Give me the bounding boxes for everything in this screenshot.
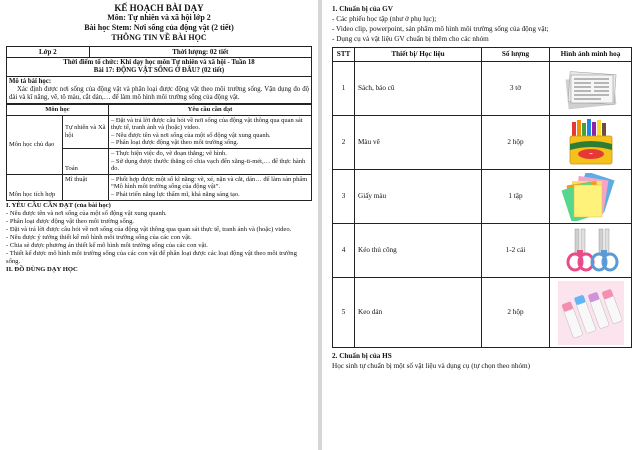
main-subject-cell: Môn học chủ đạo <box>7 115 63 174</box>
time-line: Thời điểm tổ chức: Khi dạy học môn Tự nhiên và xã hội - Tuần 18 <box>63 59 255 66</box>
req-line: – Phối hợp được một số kĩ năng: vẽ, xé, nặn và cắt, dán… để làm sản phẩm “Mô hình môi trường sống của động vật”. <box>110 175 308 191</box>
glue-image <box>550 278 632 348</box>
table-row <box>333 62 632 116</box>
req-line: – Phân loại được động vật theo môi trường sống. <box>110 139 239 147</box>
teacher-prep <box>332 4 632 44</box>
row-item: Màu vẽ <box>355 116 482 170</box>
gv-item: - Dụng cụ và vật liệu GV chuẩn bị thêm cho các nhóm <box>332 35 489 43</box>
lesson17-line: Bài 17: ĐỘNG VẬT SỐNG Ở ĐÂU? (02 tiết) <box>93 67 225 74</box>
req-line: – Nêu được tên và nơi sống của một số động vật xung quanh. <box>110 131 271 139</box>
info-table <box>6 58 312 104</box>
req-line: – Sử dụng được thước thẳng có chia vạch đến xăng-ti-mét,… để thực hành đo. <box>110 157 306 173</box>
objective-item: - Thiết kế được mô hình môi trường sống của các con vật để phân loại được các loại động vật theo môi trường sống. <box>6 250 297 266</box>
row-qty: 3 tờ <box>482 62 550 116</box>
row-stt: 2 <box>333 116 355 170</box>
class-table <box>6 46 312 58</box>
requirements-table <box>6 104 312 201</box>
row-stt: 5 <box>333 278 355 348</box>
req-line: – Đặt và trả lời được câu hỏi về nơi sống của động vật thông qua quan sát thực tế, tranh ảnh và (hoặc) video. <box>110 116 303 132</box>
desc-title: Mô tả bài học: <box>9 78 52 85</box>
objective-item: - Đặt và trả lời được câu hỏi về nơi sống của động vật thông qua quan sát thực tế, tranh ảnh và (hoặc) video. <box>6 225 292 233</box>
objective-item: - Phân loại được động vật theo môi trường sống. <box>6 217 135 225</box>
gv-item: - Video clip, powerpoint, sản phẩm mô hình môi trường sống của động vật; <box>332 25 549 33</box>
duration-cell: Thời lượng: 02 tiết <box>89 47 311 58</box>
lesson-line: Bài học Stem: Nơi sống của động vật (2 tiết) <box>84 23 234 32</box>
table-row <box>333 224 632 278</box>
section2-title: II. ĐỒ DÙNG DẠY HỌC <box>6 266 78 274</box>
row-qty: 2 hộp <box>482 278 550 348</box>
tnxh-requirements <box>108 115 311 148</box>
row-qty: 1-2 cái <box>482 224 550 278</box>
color-paper-image <box>550 170 632 224</box>
row-qty: 2 hộp <box>482 116 550 170</box>
row-stt: 1 <box>333 62 355 116</box>
table-row <box>333 278 632 348</box>
objective-item: - Chia sẻ được phương án thiết kế mô hình môi trường sống của các con vật. <box>6 242 208 249</box>
table-row <box>333 116 632 170</box>
document-header <box>6 3 312 43</box>
info-heading: THÔNG TIN VỀ BÀI HỌC <box>111 33 207 42</box>
hs-title: 2. Chuẩn bị của HS <box>332 352 392 360</box>
header-stt: STT <box>333 48 355 62</box>
student-prep <box>332 351 632 371</box>
section1-title: I. YÊU CẦU CẦN ĐẠT (của bài học) <box>6 201 111 209</box>
class-cell: Lớp 2 <box>7 47 90 58</box>
row-qty: 1 tập <box>482 170 550 224</box>
col-requirement-header: Yêu cầu cần đạt <box>108 105 311 116</box>
art-requirements <box>108 174 311 200</box>
row-item: Sách, báo cũ <box>355 62 482 116</box>
integrated-subject-cell: Môn học tích hợp <box>7 174 63 200</box>
math-requirements <box>108 148 311 174</box>
table-row <box>333 170 632 224</box>
art-cell: Mĩ thuật <box>63 174 109 200</box>
row-item: Kéo thủ công <box>355 224 482 278</box>
objective-item: - Nêu được ý tưởng thiết kế mô hình môi trường sống của các con vật. <box>6 233 192 241</box>
math-cell: Toán <box>63 148 109 174</box>
svg-text:~: ~ <box>588 151 593 158</box>
doc-title: KẾ HOẠCH BÀI DẠY <box>114 3 204 13</box>
crayons-image <box>550 116 632 170</box>
row-item: Keo dán <box>355 278 482 348</box>
req-line: – Phát triển năng lực thẩm mĩ, khả năng sáng tạo. <box>110 190 240 198</box>
scissors-image <box>550 224 632 278</box>
header-item: Thiết bị/ Học liệu <box>355 48 482 62</box>
newspaper-image <box>550 62 632 116</box>
req-line: – Thực hiện việc đo, vẽ đoạn thẳng; vẽ hình. <box>110 149 227 157</box>
row-stt: 4 <box>333 224 355 278</box>
col-subject-header: Môn học <box>7 105 109 116</box>
header-qty: Số lượng <box>482 48 550 62</box>
objective-item: - Nêu được tên và nơi sống của một số động vật xung quanh. <box>6 209 167 217</box>
row-stt: 3 <box>333 170 355 224</box>
lesson-plan-page-left <box>0 0 318 450</box>
tnxh-cell: Tự nhiên và Xã hội <box>63 115 109 148</box>
gv-title: 1. Chuẩn bị của GV <box>332 5 393 13</box>
equipment-table <box>332 47 632 348</box>
section-objectives <box>6 202 312 275</box>
hs-text: Học sinh tự chuẩn bị một số vật liệu và dụng cụ (tự chọn theo nhóm) <box>332 362 531 370</box>
lesson-plan-page-right <box>322 0 640 450</box>
desc-text: Xác định được nơi sống của động vật và phân loại được động vật theo môi trường sống. Vận dụng đo độ dài và kĩ năng, vẽ, tô màu, cắt dán,… để làm mô hình môi trường sống của động vật. <box>9 86 309 101</box>
header-image: Hình ảnh minh hoạ <box>550 48 632 62</box>
gv-item: - Các phiếu học tập (như ở phụ lục); <box>332 15 437 23</box>
row-item: Giấy màu <box>355 170 482 224</box>
subject-line: Môn: Tự nhiên và xã hội lớp 2 <box>107 13 211 22</box>
